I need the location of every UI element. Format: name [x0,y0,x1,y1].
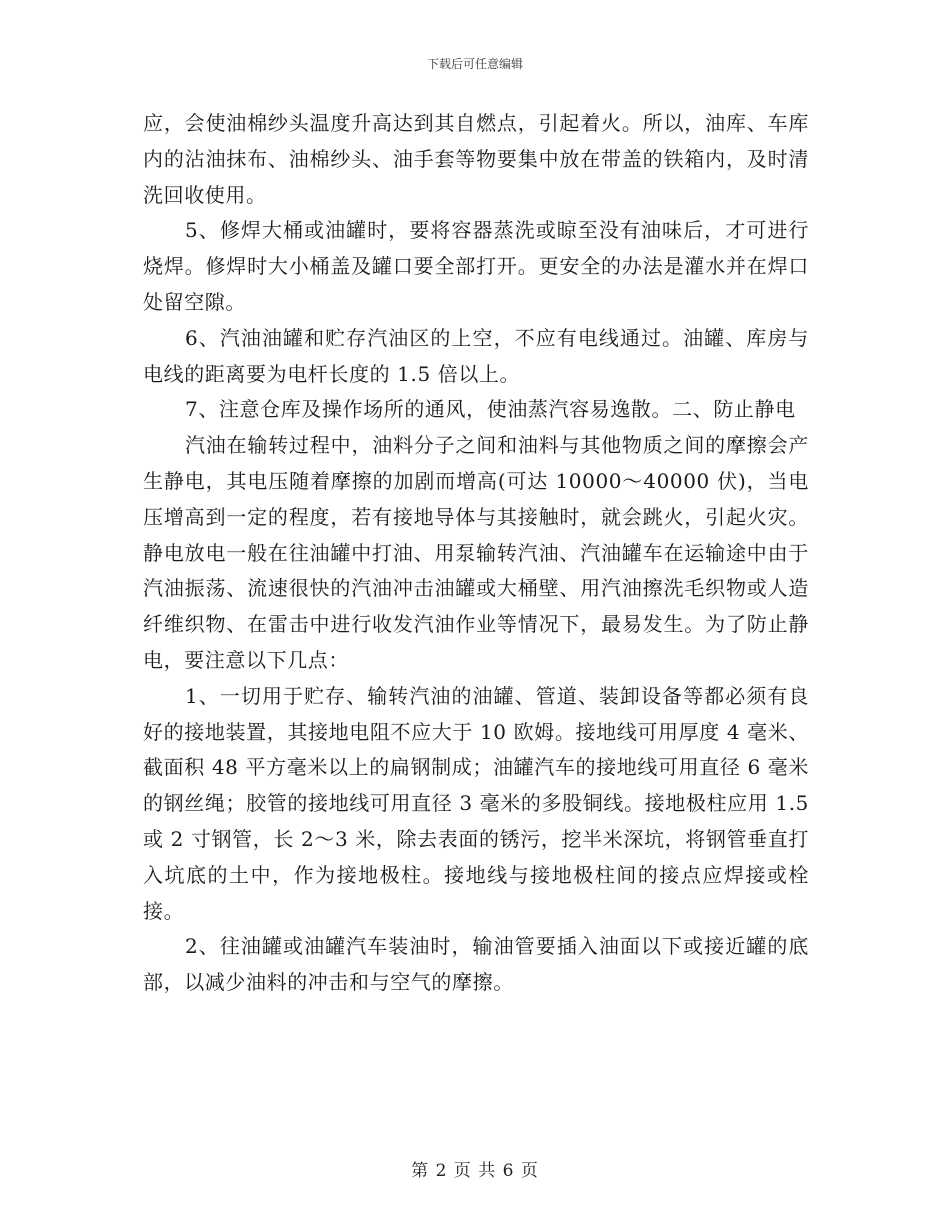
page-number: 第 2 页 共 6 页 [411,1161,539,1181]
paragraph-static-item-1: 1、一切用于贮存、输转汽油的油罐、管道、装卸设备等都必须有良好的接地装置，其接地电阻不应大于 10 欧姆。接地线可用厚度 4 毫米、截面积 48 平方毫米以上的扁钢制成；油罐汽车的接地线可用直径 6 毫米的钢丝绳；胶管的接地线可用直径 3 毫米的多股铜线。接地极柱应用 1.5 或 2 寸钢管，长 2～3 米，除去表面的锈污，挖半米深坑，将钢管垂直打入坑底的土中，作为接地极柱。接地线与接地极柱间的接点应焊接或栓接。 [143,683,809,923]
paragraph-static-item-2: 2、往油罐或油罐汽车装油时，输油管要插入油面以下或接近罐的底部，以减少油料的冲击和与空气的摩擦。 [143,934,809,995]
document-body [143,106,809,1001]
paragraph-item-5: 5、修焊大桶或油罐时，要将容器蒸洗或晾至没有油味后，才可进行烧焊。修焊时大小桶盖及罐口要全部打开。更安全的办法是灌水并在焊口处留空隙。 [143,218,809,314]
paragraph-item-7: 7、注意仓库及操作场所的通风，使油蒸汽容易逸散。二、防止静电 [185,397,796,422]
paragraph-continuation: 应，会使油棉纱头温度升高达到其自燃点，引起着火。所以，油库、车库内的沾油抹布、油棉纱头、油手套等物要集中放在带盖的铁箱内，及时清洗回收使用。 [143,111,809,207]
paragraph-item-6: 6、汽油油罐和贮存汽油区的上空，不应有电线通过。油罐、库房与电线的距离要为电杆长度的 1.5 倍以上。 [143,325,809,386]
page-header: 下载后可任意编辑 [426,57,523,71]
paragraph-static-intro: 汽油在输转过程中，油料分子之间和油料与其他物质之间的摩擦会产生静电，其电压随着摩擦的加剧而增高(可达 10000～40000 伏)，当电压增高到一定的程度，若有接地导体与其接触时，就会跳火，引起火灾。静电放电一般在往油罐中打油、用泵输转汽油、汽油罐车在运输途中由于汽油振荡、流速很快的汽油冲击油罐或大桶壁、用汽油擦洗毛织物或人造纤维织物、在雷击中进行收发汽油作业等情况下，最易发生。为了防止静电，要注意以下几点： [143,433,809,672]
